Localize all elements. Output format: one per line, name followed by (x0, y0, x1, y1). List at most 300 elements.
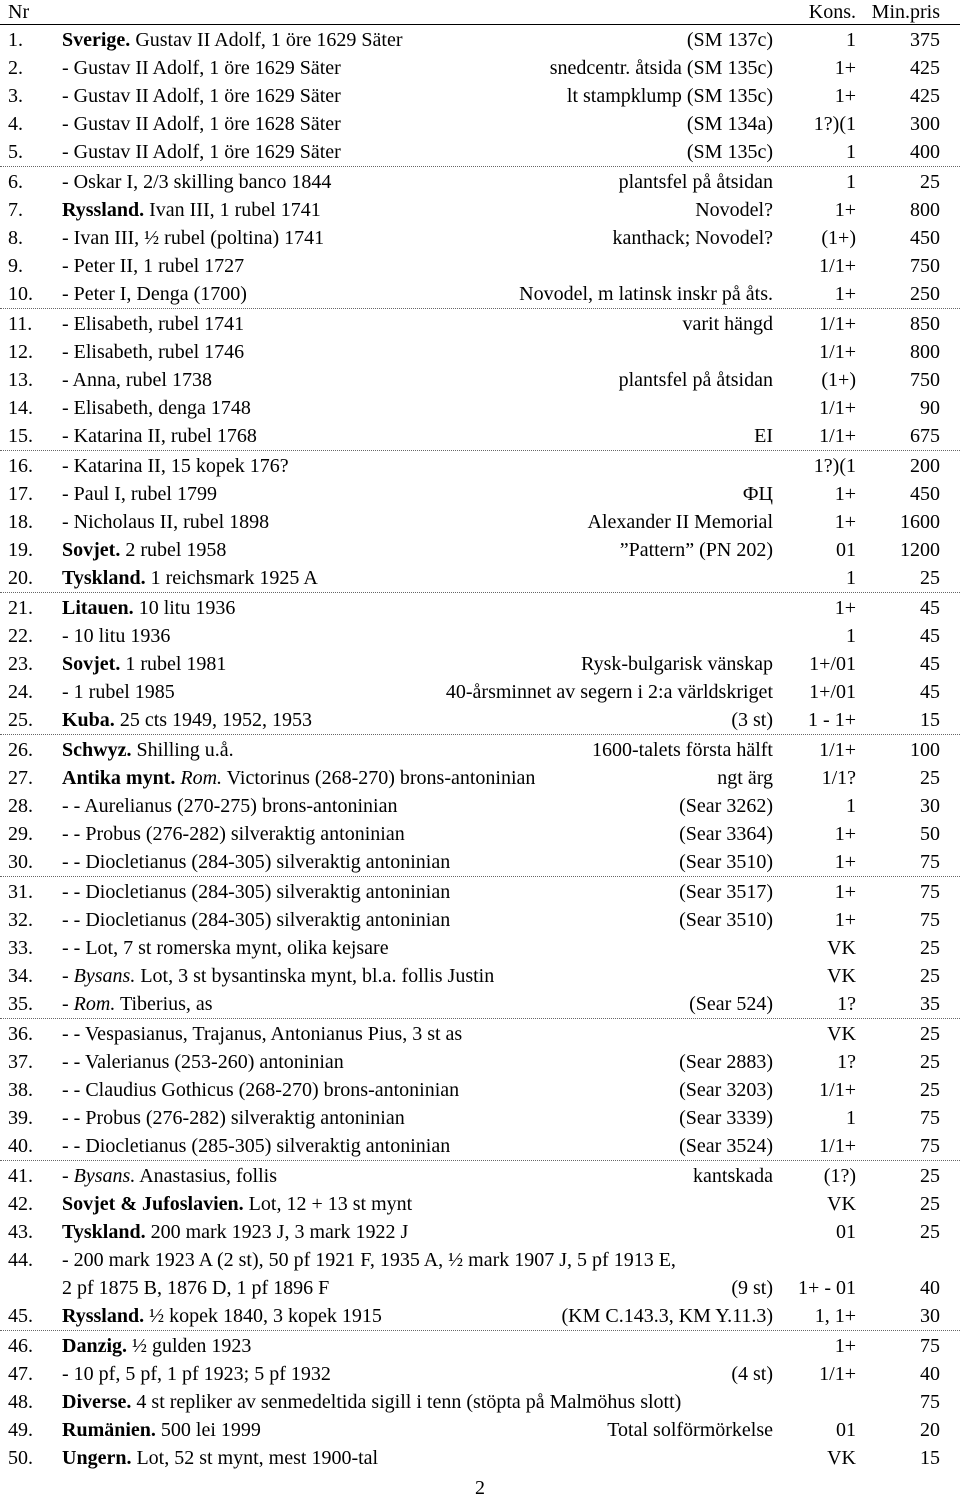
lot-min-price: 300 (910, 113, 940, 135)
lot-description (62, 1218, 408, 1246)
table-row (0, 168, 960, 196)
lot-note: (Sear 3517) (679, 881, 773, 903)
lot-text: Gustav II Adolf, 1 öre 1629 Säter (130, 29, 403, 51)
lot-min-price: 450 (910, 483, 940, 505)
lot-number: 19. (8, 539, 33, 561)
lot-text: - - Lot, 7 st romerska mynt, olika kejsare (62, 937, 389, 959)
lot-condition: 1 (846, 625, 856, 647)
lot-condition: VK (827, 1447, 856, 1469)
table-row (0, 764, 960, 792)
lot-condition: 1/1+ (819, 1363, 856, 1385)
lot-description (62, 934, 389, 962)
lot-description (62, 394, 251, 422)
lot-description (62, 848, 450, 876)
lot-description (62, 310, 244, 338)
table-row (0, 678, 960, 706)
lot-note: ngt ärg (717, 767, 773, 789)
lot-condition: VK (827, 937, 856, 959)
lot-condition: 01 (836, 1221, 856, 1243)
lot-condition: 1 (846, 1107, 856, 1129)
lot-description (62, 650, 226, 678)
lot-condition: 1/1+ (819, 397, 856, 419)
table-row (0, 26, 960, 54)
lot-description (62, 252, 244, 280)
lot-description (62, 224, 324, 252)
lot-condition: 1/1+ (819, 739, 856, 761)
lot-note: varit hängd (682, 313, 773, 335)
lot-condition: 1+ (834, 283, 856, 305)
lot-condition: (1+) (821, 227, 856, 249)
lot-description (62, 1246, 676, 1274)
lot-note: snedcentr. åtsida (SM 135c) (549, 57, 773, 79)
lot-description (62, 480, 217, 508)
lot-text: - - Diocletianus (284-305) silveraktig antoninian (62, 881, 451, 903)
table-header (0, 0, 960, 25)
lot-min-price: 45 (920, 625, 940, 647)
lot-note: (3 st) (731, 709, 773, 731)
lot-number: 41. (8, 1165, 33, 1187)
lot-min-price: 75 (920, 881, 940, 903)
lot-note: ФЦ (742, 483, 773, 505)
table-row (0, 650, 960, 678)
lot-description (62, 1302, 382, 1330)
lot-min-price: 45 (920, 597, 940, 619)
lot-min-price: 425 (910, 57, 940, 79)
header-nr: Nr (8, 1, 30, 23)
lot-condition: 1?)(1 (813, 113, 856, 135)
table-row (0, 1076, 960, 1104)
lot-number: 9. (8, 255, 23, 277)
lot-prefix: - (62, 1165, 74, 1187)
table-row (0, 1048, 960, 1076)
lot-min-price: 425 (910, 85, 940, 107)
table-row (0, 1132, 960, 1161)
lot-note: (Sear 3339) (679, 1107, 773, 1129)
lot-min-price: 375 (910, 29, 940, 51)
lot-description (62, 736, 234, 764)
lot-number: 17. (8, 483, 33, 505)
lot-note: kanthack; Novodel? (612, 227, 773, 249)
lot-number: 28. (8, 795, 33, 817)
lot-min-price: 40 (920, 1363, 940, 1385)
lot-note: kantskada (693, 1165, 773, 1187)
lot-number: 18. (8, 511, 33, 533)
lot-condition: 1+ (834, 909, 856, 931)
lot-text: - 1 rubel 1985 (62, 681, 175, 703)
table-row (0, 1416, 960, 1444)
lot-number: 15. (8, 425, 33, 447)
lot-min-price: 25 (920, 567, 940, 589)
lot-condition: 1/1+ (819, 1079, 856, 1101)
lot-min-price: 1200 (900, 539, 940, 561)
lot-number: 1. (8, 29, 23, 51)
header-kons: Kons. (808, 1, 856, 23)
lot-description (62, 594, 235, 622)
table-row (0, 792, 960, 820)
lot-condition: 01 (836, 1419, 856, 1441)
lot-description (62, 452, 289, 480)
lot-condition: 1/1+ (819, 425, 856, 447)
page-number: 2 (475, 1477, 485, 1499)
lot-note: (9 st) (731, 1277, 773, 1299)
lot-min-price: 35 (920, 993, 940, 1015)
lot-number: 50. (8, 1447, 33, 1469)
lot-number: 29. (8, 823, 33, 845)
table-row (0, 1020, 960, 1048)
table-row (0, 422, 960, 451)
table-row (0, 224, 960, 252)
lot-country: Antika mynt. (62, 767, 176, 789)
lot-text: - - Claudius Gothicus (268-270) brons-antoninian (62, 1079, 460, 1101)
table-row (0, 1360, 960, 1388)
lot-condition: 1? (837, 993, 856, 1015)
lot-description (62, 280, 247, 308)
lot-text: 500 lei 1999 (155, 1419, 261, 1441)
lot-min-price: 45 (920, 681, 940, 703)
lot-note: (SM 134a) (686, 113, 773, 135)
lot-number: 26. (8, 739, 33, 761)
lot-text: Lot, 3 st bysantinska mynt, bl.a. follis Justin (135, 965, 495, 987)
lot-condition: 1+ - 01 (798, 1277, 856, 1299)
lot-number: 20. (8, 567, 33, 589)
lot-condition: 1+ (834, 823, 856, 845)
table-row (0, 706, 960, 735)
lot-note: Novodel, m latinsk inskr på åts. (519, 283, 773, 305)
table-row (0, 878, 960, 906)
lot-subheading: Rom. (175, 767, 223, 789)
lot-text: - 200 mark 1923 A (2 st), 50 pf 1921 F, 1935 A, ½ mark 1907 J, 5 pf 1913 E, (62, 1249, 676, 1271)
lot-min-price: 450 (910, 227, 940, 249)
lot-description (62, 422, 257, 450)
lot-text: 200 mark 1923 J, 3 mark 1922 J (145, 1221, 409, 1243)
table-row (0, 622, 960, 650)
lot-min-price: 30 (920, 1305, 940, 1327)
lot-note: 1600-talets första hälft (591, 739, 773, 761)
lot-description (62, 168, 331, 196)
lot-number: 40. (8, 1135, 33, 1157)
lot-description (62, 1162, 277, 1190)
lot-min-price: 15 (920, 709, 940, 731)
lot-number: 31. (8, 881, 33, 903)
lot-country: Danzig. (62, 1335, 127, 1357)
lot-description (62, 1416, 261, 1444)
table-row (0, 508, 960, 536)
lot-country: Diverse. (62, 1391, 132, 1413)
lot-min-price: 800 (910, 199, 940, 221)
lot-text: - Gustav II Adolf, 1 öre 1629 Säter (62, 57, 341, 79)
lot-min-price: 25 (920, 1079, 940, 1101)
lot-text: 25 cts 1949, 1952, 1953 (114, 709, 313, 731)
lot-min-price: 25 (920, 1051, 940, 1073)
lot-min-price: 25 (920, 965, 940, 987)
lot-text: - 10 pf, 5 pf, 1 pf 1923; 5 pf 1932 (62, 1363, 331, 1385)
lot-min-price: 50 (920, 823, 940, 845)
table-row (0, 196, 960, 224)
lot-country: Sovjet. (62, 653, 121, 675)
lot-description (62, 1444, 378, 1472)
lot-description (62, 1048, 344, 1076)
lot-condition: 1+ (834, 85, 856, 107)
lot-text: 1 rubel 1981 (120, 653, 227, 675)
lot-min-price: 75 (920, 1335, 940, 1357)
lot-number: 8. (8, 227, 23, 249)
lot-description (62, 764, 535, 792)
lot-condition: 1+ (834, 483, 856, 505)
lot-description (62, 1360, 331, 1388)
lot-text: Lot, 12 + 13 st mynt (243, 1193, 413, 1215)
lot-note: (Sear 3524) (679, 1135, 773, 1157)
lot-text: - Katarina II, 15 kopek 176? (62, 455, 289, 477)
table-row (0, 480, 960, 508)
table-row (0, 54, 960, 82)
lot-min-price: 25 (920, 767, 940, 789)
lot-description (62, 82, 341, 110)
lot-text: Ivan III, 1 rubel 1741 (144, 199, 321, 221)
lot-description (62, 990, 213, 1018)
lot-number: 44. (8, 1249, 33, 1271)
table-row (0, 394, 960, 422)
lot-number: 46. (8, 1335, 33, 1357)
lot-min-price: 25 (920, 1193, 940, 1215)
lot-text: - Peter I, Denga (1700) (62, 283, 247, 305)
lot-text: - - Vespasianus, Trajanus, Antonianus Pius, 3 st as (62, 1023, 463, 1045)
lot-description (62, 706, 312, 734)
lot-min-price: 75 (920, 909, 940, 931)
lot-text: - Anna, rubel 1738 (62, 369, 212, 391)
lot-number: 22. (8, 625, 33, 647)
lot-text: - - Diocletianus (284-305) silveraktig antoninian (62, 909, 451, 931)
lot-note: (Sear 524) (689, 993, 773, 1015)
lot-condition: 1+ (834, 597, 856, 619)
lot-condition: (1?) (823, 1165, 856, 1187)
lot-condition: 1?)(1 (813, 455, 856, 477)
lot-country: Sverige. (62, 29, 131, 51)
lot-min-price: 400 (910, 141, 940, 163)
lot-min-price: 40 (920, 1277, 940, 1299)
lot-text: - Ivan III, ½ rubel (poltina) 1741 (62, 227, 325, 249)
lot-min-price: 100 (910, 739, 940, 761)
lot-min-price: 75 (920, 1391, 940, 1413)
table-row (0, 82, 960, 110)
lot-condition: 1 (846, 29, 856, 51)
lot-condition: 1/1? (821, 767, 856, 789)
table-row (0, 736, 960, 764)
lot-number: 39. (8, 1107, 33, 1129)
lot-text: 1 reichsmark 1925 A (145, 567, 318, 589)
lot-description (62, 906, 450, 934)
table-row (0, 452, 960, 480)
lot-min-price: 25 (920, 171, 940, 193)
table-row (0, 138, 960, 167)
lot-condition: 1 - 1+ (808, 709, 856, 731)
lot-description (62, 536, 226, 564)
lot-condition: 01 (836, 539, 856, 561)
lot-text: - Elisabeth, denga 1748 (62, 397, 251, 419)
lot-condition: 1/1+ (819, 255, 856, 277)
lot-number: 30. (8, 851, 33, 873)
lot-description (62, 1104, 405, 1132)
lot-number: 33. (8, 937, 33, 959)
lot-number: 5. (8, 141, 23, 163)
lot-number: 2. (8, 57, 23, 79)
lot-description (62, 1190, 412, 1218)
lot-description (62, 622, 170, 650)
lot-min-price: 675 (910, 425, 940, 447)
lot-min-price: 25 (920, 1023, 940, 1045)
lot-number: 10. (8, 283, 33, 305)
lot-min-price: 750 (910, 369, 940, 391)
lot-min-price: 200 (910, 455, 940, 477)
lot-note: (Sear 3510) (679, 851, 773, 873)
lot-text: 2 rubel 1958 (120, 539, 227, 561)
lot-country: Litauen. (62, 597, 134, 619)
lot-text: - Gustav II Adolf, 1 öre 1628 Säter (62, 113, 341, 135)
lot-description (62, 138, 341, 166)
lot-text: - 10 litu 1936 (62, 625, 171, 647)
lot-text: Anastasius, follis (135, 1165, 278, 1187)
table-row (0, 564, 960, 593)
lot-min-price: 75 (920, 851, 940, 873)
lot-number: 14. (8, 397, 33, 419)
lot-note: Novodel? (695, 199, 773, 221)
lot-number: 13. (8, 369, 33, 391)
lot-number: 45. (8, 1305, 33, 1327)
lot-number: 7. (8, 199, 23, 221)
lot-number: 32. (8, 909, 33, 931)
table-row (0, 1302, 960, 1331)
lot-description (62, 338, 244, 366)
lot-note: (SM 137c) (686, 29, 773, 51)
lot-text: Victorinus (268-270) brons-antoninian (222, 767, 536, 789)
lot-number: 27. (8, 767, 33, 789)
lot-number: 47. (8, 1363, 33, 1385)
lot-text: Lot, 52 st mynt, mest 1900-tal (131, 1447, 379, 1469)
table-row (0, 962, 960, 990)
lot-note: Alexander II Memorial (587, 511, 773, 533)
lot-text: - - Aurelianus (270-275) brons-antoninian (62, 795, 398, 817)
lot-condition: 1+ (834, 57, 856, 79)
lot-description (62, 1076, 459, 1104)
lot-min-price: 1600 (900, 511, 940, 533)
lot-country: Schwyz. (62, 739, 132, 761)
lot-text: 4 st repliker av senmedeltida sigill i tenn (stöpta på Malmöhus slott) (131, 1391, 682, 1413)
lot-min-price: 800 (910, 341, 940, 363)
lot-description (62, 1332, 251, 1360)
table-row (0, 338, 960, 366)
lot-min-price: 25 (920, 1221, 940, 1243)
lot-condition: 1+ (834, 881, 856, 903)
lot-number: 21. (8, 597, 33, 619)
lot-note: plantsfel på åtsidan (618, 171, 773, 193)
lot-number: 35. (8, 993, 33, 1015)
lot-condition: 1+/01 (809, 681, 856, 703)
lot-description (62, 678, 175, 706)
lot-condition: 1+ (834, 199, 856, 221)
lot-number: 24. (8, 681, 33, 703)
lot-country: Ryssland. (62, 1305, 145, 1327)
lot-condition: 1+/01 (809, 653, 856, 675)
lot-description (62, 878, 450, 906)
table-row (0, 366, 960, 394)
lot-number: 37. (8, 1051, 33, 1073)
lot-condition: 1+ (834, 1335, 856, 1357)
table-row (0, 310, 960, 338)
lot-text: - - Diocletianus (285-305) silveraktig antoninian (62, 1135, 451, 1157)
lot-condition: 1+ (834, 851, 856, 873)
table-row (0, 848, 960, 877)
lot-min-price: 30 (920, 795, 940, 817)
lot-number: 38. (8, 1079, 33, 1101)
lot-text: ½ kopek 1840, 3 kopek 1915 (144, 1305, 382, 1327)
lot-country: Ryssland. (62, 199, 145, 221)
lot-note: Total solförmörkelse (607, 1419, 773, 1441)
lot-text: - - Valerianus (253-260) antoninian (62, 1051, 344, 1073)
lot-subheading: Bysans. (73, 965, 136, 987)
lot-note: lt stampklump (SM 135c) (566, 85, 773, 107)
lot-text: - Oskar I, 2/3 skilling banco 1844 (62, 171, 332, 193)
lot-number: 36. (8, 1023, 33, 1045)
lot-description (62, 564, 318, 592)
lot-subheading: Bysans. (73, 1165, 136, 1187)
lot-number: 42. (8, 1193, 33, 1215)
lot-text: - Gustav II Adolf, 1 öre 1629 Säter (62, 85, 341, 107)
lot-min-price: 75 (920, 1107, 940, 1129)
lot-condition: VK (827, 1193, 856, 1215)
lot-text: ½ gulden 1923 (127, 1335, 252, 1357)
lot-note: (Sear 2883) (679, 1051, 773, 1073)
lot-note: (Sear 3203) (679, 1079, 773, 1101)
lot-description (62, 366, 212, 394)
lot-number: 34. (8, 965, 33, 987)
lot-note: (Sear 3510) (679, 909, 773, 931)
lot-condition: 1 (846, 141, 856, 163)
table-row (0, 990, 960, 1019)
lot-number: 3. (8, 85, 23, 107)
lot-condition: 1/1+ (819, 341, 856, 363)
table-row (0, 1332, 960, 1360)
lot-prefix: - (62, 993, 74, 1015)
lot-text: Tiberius, as (115, 993, 213, 1015)
lot-country: Rumänien. (62, 1419, 156, 1441)
table-row (0, 1388, 960, 1416)
lot-condition: 1 (846, 567, 856, 589)
lot-note: 40-årsminnet av segern i 2:a världskriget (445, 681, 773, 703)
lot-note: (Sear 3364) (679, 823, 773, 845)
lot-note: (Sear 3262) (679, 795, 773, 817)
lot-description (62, 196, 321, 224)
lot-condition: 1 (846, 171, 856, 193)
lot-condition: 1, 1+ (814, 1305, 856, 1327)
lot-text: - - Probus (276-282) silveraktig antoninian (62, 823, 405, 845)
table-row (0, 820, 960, 848)
lot-min-price: 25 (920, 1165, 940, 1187)
table-row (0, 1444, 960, 1472)
lot-text: 10 litu 1936 (133, 597, 236, 619)
table-row (0, 934, 960, 962)
lot-note: EI (754, 425, 773, 447)
lot-number: 25. (8, 709, 33, 731)
lot-description (62, 1388, 681, 1416)
lot-number: 49. (8, 1419, 33, 1441)
lot-number: 4. (8, 113, 23, 135)
lot-text: - - Diocletianus (284-305) silveraktig antoninian (62, 851, 451, 873)
lot-condition: VK (827, 1023, 856, 1045)
lot-text: - Elisabeth, rubel 1746 (62, 341, 245, 363)
lot-country: Kuba. (62, 709, 115, 731)
lot-text: - - Probus (276-282) silveraktig antoninian (62, 1107, 405, 1129)
header-minpris: Min.pris (871, 1, 940, 23)
lot-min-price: 750 (910, 255, 940, 277)
